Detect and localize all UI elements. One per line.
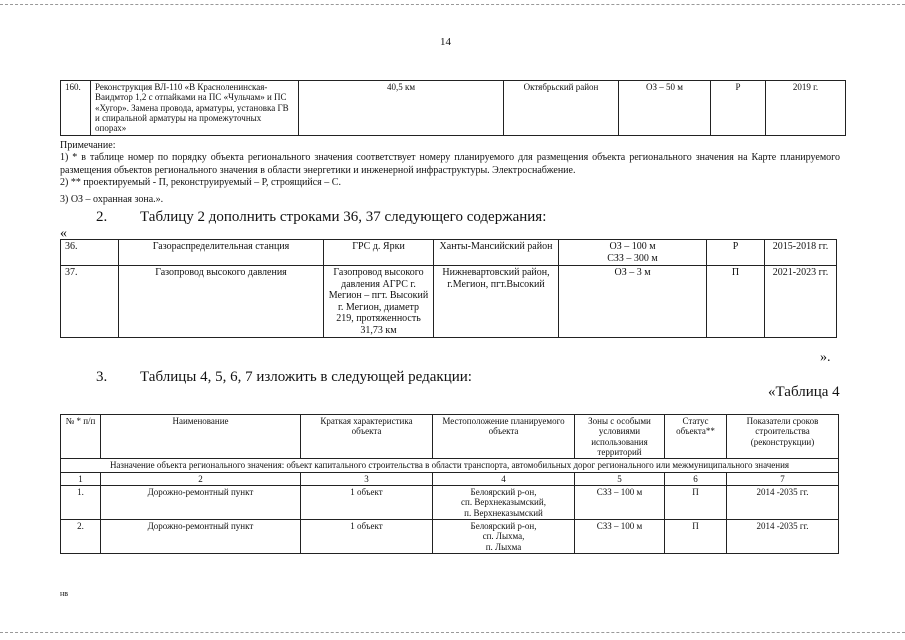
item-2-text: Таблицу 2 дополнить строками 36, 37 следующего содержания: [140, 209, 547, 225]
object-years: 2014 -2035 гг. [727, 520, 839, 554]
object-location [433, 520, 575, 554]
footer-mark: нв [60, 589, 69, 598]
section-title: Назначение объекта регионального значения: объект капитального строительства в области транспорта, автомобильных дорог регионального или межмуниципального значения [61, 459, 839, 472]
row-number: 2. [61, 520, 101, 554]
object-zone: ОЗ – 3 м [559, 266, 707, 338]
location-line: сп. Верхнеказымский, [461, 497, 546, 508]
table-row [61, 486, 839, 520]
close-quote: ». [820, 350, 831, 365]
object-characteristic: Газопровод высокого давления АГРС г. Мегион – пгт. Высокий г. Мегион, диаметр 219, протяженность 31,73 км [324, 266, 434, 338]
column-header: № * п/п [61, 415, 101, 459]
table-row [61, 240, 837, 266]
column-header: Краткая характеристика объекта [301, 415, 433, 459]
location-line: п. Верхнеказымский [464, 507, 543, 518]
column-number: 7 [727, 472, 839, 485]
note-3: 3) ОЗ – охранная зона.». [60, 194, 164, 205]
object-status: П [665, 520, 727, 554]
object-characteristic: 40,5 км [299, 81, 504, 136]
item-3-number: 3. [96, 369, 108, 385]
object-years: 2021-2023 гг. [765, 266, 837, 338]
column-header: Статус объекта** [665, 415, 727, 459]
column-number: 6 [665, 472, 727, 485]
location-line: п. Лыхма [485, 541, 522, 552]
object-zone: СЗЗ – 100 м [575, 520, 665, 554]
page-bottom-edge [0, 632, 905, 633]
item-3-text: Таблицы 4, 5, 6, 7 изложить в следующей редакции: [140, 369, 472, 385]
object-characteristic: ГРС д. Ярки [324, 240, 434, 266]
location-line: сп. Лыхма, [482, 531, 525, 542]
column-number: 1 [61, 472, 101, 485]
object-zone: СЗЗ – 100 м [575, 486, 665, 520]
table-section-row [61, 459, 839, 472]
location-line: Белоярский р-он, [470, 521, 537, 532]
object-characteristic: 1 объект [301, 520, 433, 554]
table-row [61, 266, 837, 338]
object-location: Октябрьский район [504, 81, 619, 136]
object-zone [559, 240, 707, 266]
table-4-caption: «Таблица 4 [768, 384, 840, 400]
column-number-row [61, 472, 839, 485]
object-name: Газораспределительная станция [119, 240, 324, 266]
table-row [61, 81, 846, 136]
column-header: Зоны с особыми условиями использования территорий [575, 415, 665, 459]
row-number: 160. [61, 81, 91, 136]
zone-line: СЗЗ – 300 м [607, 252, 658, 264]
notes-heading: Примечание: [60, 140, 116, 151]
object-years: 2014 -2035 гг. [727, 486, 839, 520]
page-top-edge [0, 4, 905, 5]
object-characteristic: 1 объект [301, 486, 433, 520]
object-status: П [665, 486, 727, 520]
table-header-row [61, 415, 839, 459]
note-1: 1) * в таблице номер по порядку объекта регионального значения соответствует номеру планируемого для размещения объекта регионального значения на Карте планируемого размещения объектов регионального значения в области энергетики и инженерной инфраструктуры. Электроснабжение. [60, 152, 840, 176]
object-year: 2019 г. [766, 81, 846, 136]
object-status: Р [707, 240, 765, 266]
table-row [61, 520, 839, 554]
object-location: Нижневартовский район, г.Мегион, пгт.Высокий [434, 266, 559, 338]
row-number: 37. [61, 266, 119, 338]
object-name: Газопровод высокого давления [119, 266, 324, 338]
object-name: Дорожно-ремонтный пункт [101, 520, 301, 554]
object-zone: ОЗ – 50 м [619, 81, 711, 136]
column-number: 4 [433, 472, 575, 485]
zone-line: ОЗ – 100 м [609, 241, 656, 252]
object-status: Р [711, 81, 766, 136]
row-number: 1. [61, 486, 101, 520]
object-location: Ханты-Мансийский район [434, 240, 559, 266]
column-number: 5 [575, 472, 665, 485]
note-2: 2) ** проектируемый - П, реконструируемый – Р, строящийся – С. [60, 177, 341, 188]
column-header: Местоположение планируемого объекта [433, 415, 575, 459]
object-status: П [707, 266, 765, 338]
column-number: 3 [301, 472, 433, 485]
table-2-rows [60, 239, 837, 338]
object-name: Реконструкция ВЛ-110 «В Красноленинская-Ваидмтор 1,2 с отпайками на ПС «Чульчам» и ПС «Хугор». Замена провода, арматуры, установка ГВ и спиральной арматуры на промежуточных опорах» [91, 81, 299, 136]
page-number: 14 [440, 36, 451, 48]
column-header: Наименование [101, 415, 301, 459]
column-header: Показатели сроков строительства (реконструкции) [727, 415, 839, 459]
object-years: 2015-2018 гг. [765, 240, 837, 266]
table-4 [60, 414, 839, 554]
column-number: 2 [101, 472, 301, 485]
object-name: Дорожно-ремонтный пункт [101, 486, 301, 520]
object-location [433, 486, 575, 520]
table-1-fragment [60, 80, 846, 136]
item-2-number: 2. [96, 209, 108, 225]
location-line: Белоярский р-он, [470, 487, 537, 498]
row-number: 36. [61, 240, 119, 266]
open-quote: « [60, 226, 67, 241]
